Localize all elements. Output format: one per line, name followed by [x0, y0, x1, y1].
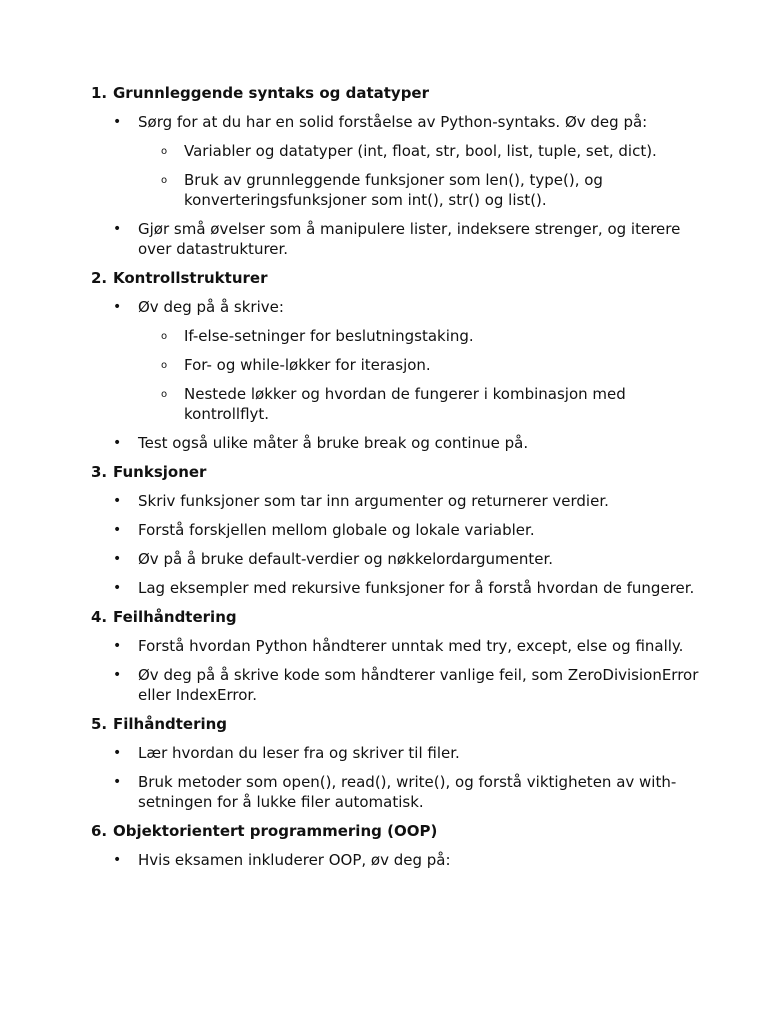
bullet-icon: • [113, 522, 122, 538]
section-number: 5. [91, 715, 108, 733]
bullet-icon: • [113, 221, 122, 237]
bullet-icon: • [113, 774, 122, 790]
sub-list-item-text: Variabler og datatyper (int, float, str, bool, list, tuple, set, dict). [184, 142, 657, 160]
section-title: Objektorientert programmering (OOP) [113, 822, 438, 840]
bullet-list [91, 636, 708, 705]
section-heading [91, 462, 708, 482]
list-item [91, 491, 708, 511]
sub-bullet-list [138, 141, 708, 210]
list-item-text: Øv deg på å skrive: [138, 298, 284, 316]
list-item [91, 636, 708, 656]
section-5 [91, 714, 708, 812]
bullet-icon: • [113, 852, 122, 868]
sub-list-item [138, 170, 708, 210]
section-2 [91, 268, 708, 453]
section-title: Feilhåndtering [113, 608, 237, 626]
section-4 [91, 607, 708, 705]
list-item-text: Skriv funksjoner som tar inn argumenter og returnerer verdier. [138, 492, 609, 510]
bullet-list [91, 112, 708, 259]
bullet-list [91, 297, 708, 453]
list-item [91, 578, 708, 598]
section-title: Kontrollstrukturer [113, 269, 268, 287]
bullet-icon: • [113, 435, 122, 451]
list-item [91, 219, 708, 259]
list-item [91, 549, 708, 569]
list-item-text: Øv på å bruke default-verdier og nøkkelordargumenter. [138, 550, 554, 568]
section-title: Funksjoner [113, 463, 207, 481]
circle-bullet-icon: o [161, 360, 168, 371]
section-1 [91, 83, 708, 259]
sub-list-item [138, 141, 708, 161]
section-3 [91, 462, 708, 598]
sub-bullet-list [138, 326, 708, 424]
sub-list-item-text: Bruk av grunnleggende funksjoner som len(), type(), og konverteringsfunksjoner som int(), str() og list(). [184, 171, 603, 209]
bullet-icon: • [113, 580, 122, 596]
sub-list-item-text: If-else-setninger for beslutningstaking. [184, 327, 474, 345]
list-item [91, 665, 708, 705]
section-title: Filhåndtering [113, 715, 228, 733]
bullet-icon: • [113, 493, 122, 509]
bullet-icon: • [113, 299, 122, 315]
section-heading [91, 821, 708, 841]
list-item-text: Test også ulike måter å bruke break og continue på. [138, 434, 529, 452]
list-item-text: Gjør små øvelser som å manipulere lister, indeksere strenger, og iterere over datastrukturer. [138, 220, 681, 258]
section-number: 2. [91, 269, 108, 287]
list-item [91, 297, 708, 424]
list-item-text: Sørg for at du har en solid forståelse av Python-syntaks. Øv deg på: [138, 113, 648, 131]
list-item-text: Lær hvordan du leser fra og skriver til filer. [138, 744, 460, 762]
sub-list-item-text: Nestede løkker og hvordan de fungerer i kombinasjon med kontrollflyt. [184, 385, 626, 423]
bullet-icon: • [113, 114, 122, 130]
sub-list-item-text: For- og while-løkker for iterasjon. [184, 356, 431, 374]
circle-bullet-icon: o [161, 175, 168, 186]
section-title: Grunnleggende syntaks og datatyper [113, 84, 429, 102]
list-item-text: Øv deg på å skrive kode som håndterer vanlige feil, som ZeroDivisionError eller IndexError. [138, 666, 699, 704]
bullet-icon: • [113, 551, 122, 567]
sub-list-item [138, 384, 708, 424]
circle-bullet-icon: o [161, 331, 168, 342]
sub-list-item [138, 326, 708, 346]
bullet-list [91, 743, 708, 812]
list-item-text: Forstå forskjellen mellom globale og lokale variabler. [138, 521, 535, 539]
list-item-text: Forstå hvordan Python håndterer unntak med try, except, else og finally. [138, 637, 684, 655]
list-item-text: Hvis eksamen inkluderer OOP, øv deg på: [138, 851, 451, 869]
bullet-list [91, 491, 708, 598]
section-6 [91, 821, 708, 870]
list-item [91, 433, 708, 453]
bullet-list [91, 850, 708, 870]
list-item [91, 112, 708, 210]
list-item [91, 743, 708, 763]
list-item [91, 772, 708, 812]
section-heading [91, 268, 708, 288]
list-item-text: Lag eksempler med rekursive funksjoner for å forstå hvordan de fungerer. [138, 579, 695, 597]
circle-bullet-icon: o [161, 389, 168, 400]
list-item-text: Bruk metoder som open(), read(), write(), og forstå viktigheten av with-setningen for å lukke filer automatisk. [138, 773, 677, 811]
sub-list-item [138, 355, 708, 375]
list-item [91, 850, 708, 870]
section-number: 1. [91, 84, 108, 102]
section-heading [91, 607, 708, 627]
section-number: 3. [91, 463, 108, 481]
circle-bullet-icon: o [161, 146, 168, 157]
bullet-icon: • [113, 745, 122, 761]
bullet-icon: • [113, 638, 122, 654]
section-heading [91, 714, 708, 734]
section-heading [91, 83, 708, 103]
section-number: 4. [91, 608, 108, 626]
section-number: 6. [91, 822, 108, 840]
list-item [91, 520, 708, 540]
bullet-icon: • [113, 667, 122, 683]
